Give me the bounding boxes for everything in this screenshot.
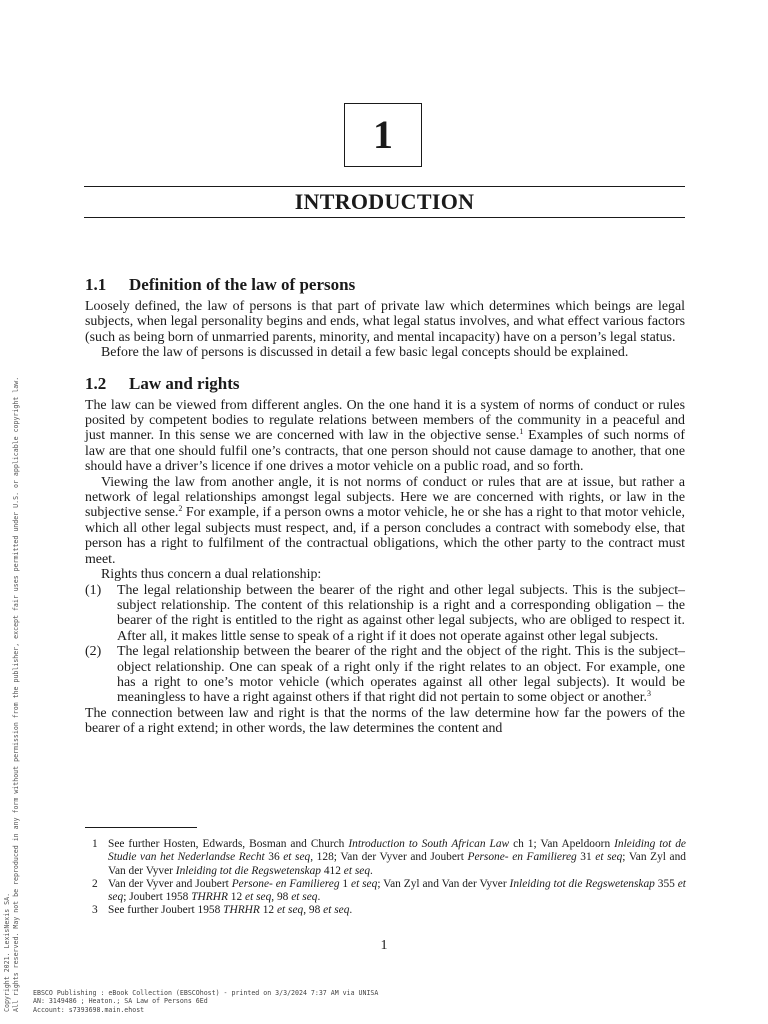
paragraph: The connection between law and right is that the norms of the law determine how far the powers of the bearer of a right extend; in other words, the law determines the content and	[85, 705, 685, 737]
paragraph: Rights thus concern a dual relationship:	[101, 567, 322, 583]
footnote-text: ; Van Zyl and Van der Vyver	[377, 877, 510, 890]
paragraph-text: Viewing the law from another angle, it is not norms of conduct or rules that are at issue, but rather a network of legal relationships amongst legal subjects. Here we are concerned with rights, or law in the subjective sense.	[85, 474, 685, 521]
paragraph: Loosely defined, the law of persons is that part of private law which determines which beings are legal subjects, when legal personality begins and ends, what legal status involves, and what effect various factors (such as being born of unmarried parents, minority, and mental incapacity) have on a person’s legal status.	[85, 299, 685, 345]
side-copyright-notice	[3, 377, 21, 1012]
footnote-citation-title: Introduction to South African Law	[348, 838, 510, 850]
footnote-text: ; Joubert 1958	[123, 891, 192, 904]
footnote-citation-title: et seq	[283, 851, 311, 864]
stamp-line: Account: s7393698.main.ehost	[33, 1005, 145, 1014]
section-title: Law and rights	[129, 373, 240, 393]
footnote-citation-title: Persone- en Familiereg	[231, 877, 340, 890]
section-heading-1-2	[85, 373, 685, 394]
title-rule-top	[84, 186, 685, 187]
footnote-text: 355	[654, 877, 678, 890]
footnote-text: , 98	[271, 891, 292, 904]
footnote-text: .	[317, 891, 321, 904]
numbered-list	[85, 583, 685, 706]
paragraph-text: Examples of such norms of law are that one should fulfil one’s contracts, that one person should not cause damage to another, that one should have a driver’s licence if one drives a motor vehicle on a public road, and so forth.	[85, 428, 685, 475]
section-title: Definition of the law of persons	[129, 275, 356, 294]
footnote-ref: 2	[178, 504, 183, 514]
paragraph: Before the law of persons is discussed in detail a few basic legal concepts should be explained.	[101, 345, 629, 361]
footnotes	[92, 838, 686, 918]
footnote-text: 412	[321, 864, 344, 877]
footnote-citation-title: Persone- en Familiereg	[467, 851, 577, 864]
footnote	[92, 904, 686, 917]
footnote-citation-title: et seq	[343, 864, 371, 877]
paragraph-text: The law can be viewed from different angles. On the one hand it is a system of norms of conduct or rules posited by competent bodies to regulate relations between members of the community in a peaceful and just manner. In this sense we are concerned with law in the objective sense.	[85, 397, 685, 444]
footnote-number: 1	[92, 838, 98, 850]
list-marker: (2)	[85, 644, 102, 660]
footnote-citation-title: et seq	[323, 904, 350, 917]
footnote-text: .	[349, 904, 353, 917]
chapter-title: INTRODUCTION	[294, 189, 475, 214]
footnote-text: Van der Vyver and Joubert	[108, 877, 232, 890]
list-item-text: The legal relationship between the bearer of the right and other legal subjects. This is the subject–subject relationship. The content of this relationship is a right and a corresponding obligation – the bearer of the right is entitled to the right as against other legal subjects, who are obliged to respect it. After all, it makes little sense to speak of a right if it does not operate against other legal subjects.	[117, 582, 685, 644]
footnote-citation-title: Inleiding tot die Regswetenskap	[509, 877, 655, 890]
stamp-line: EBSCO Publishing : eBook Collection (EBSCOhost) - printed on 3/3/2024 7:37 AM via UNISA	[33, 989, 379, 997]
page-number: 1	[380, 938, 388, 953]
footnote-citation-title: et seq	[108, 877, 686, 904]
list-item	[85, 644, 685, 706]
section-number: 1.2	[85, 373, 107, 393]
footnote-text: .	[370, 864, 373, 877]
section-number: 1.1	[85, 275, 107, 294]
footnote-citation-title: et seq	[351, 877, 378, 890]
footnote-text: ; Van Zyl and Van der Vyver	[108, 851, 686, 877]
footnote-text: 1	[339, 877, 352, 890]
paragraph-text: For example, if a person owns a motor vehicle, he or she has a right to that motor vehicle, which all other legal subjects must respect, and, if a person concludes a contract with somebody else, that person has a right to fulfilment of the contractual obligations, which the other party to the contract must meet.	[85, 505, 685, 567]
footnote-citation-title: et seq	[291, 891, 318, 904]
footnote-text: 36	[264, 851, 284, 864]
footnote-text: See further Joubert 1958	[108, 904, 224, 917]
footnote-rule	[85, 827, 197, 828]
paragraph	[85, 475, 685, 567]
footnote-text: ch 1; Van Apeldoorn	[509, 838, 615, 850]
footnote-text: 12	[259, 904, 277, 917]
stamp-line: AN: 3149486 ; Heaton.; SA Law of Persons 6Ed	[33, 997, 208, 1006]
footnote	[92, 838, 686, 878]
section-heading-1-1	[85, 274, 685, 295]
footnote-text: 31	[576, 851, 596, 864]
copyright-line: Copyright 2021. LexisNexis SA.	[3, 892, 11, 1012]
copyright-line: All rights reserved. May not be reproduced in any form without permission from the publisher, except fair uses permitted under U.S. or applicable copyright law.	[12, 376, 20, 1012]
footnote-citation-title: Inleiding tot die Regswetenskap	[175, 864, 321, 877]
body-text	[85, 274, 685, 737]
chapter-number: 1	[373, 112, 393, 157]
footnote-citation-title: et seq	[595, 851, 623, 864]
title-rule-bottom	[84, 217, 685, 218]
print-stamp	[33, 989, 378, 1014]
paragraph	[85, 398, 685, 475]
footnote-text: , 128; Van der Vyver and Joubert	[310, 851, 468, 864]
footnote-text: , 98	[303, 904, 324, 917]
footnote-text: See further Hosten, Edwards, Bosman and Church	[108, 838, 349, 850]
footnote-citation-title: et seq	[245, 891, 272, 904]
footnote-citation-title: Inleiding tot de Studie van het Nederlandse Recht	[108, 838, 686, 864]
footnote-ref: 3	[647, 689, 652, 699]
list-item-text: The legal relationship between the bearer of the right and the object of the right. This is the subject–object relationship. One can speak of a right only if the right relates to an object. For example, one has a right to one’s motor vehicle (which operates against all other legal subjects). It would be meaningless to have a right against others if that right did not pertain to some object or another.	[117, 644, 685, 706]
footnote-number: 2	[92, 877, 98, 890]
list-marker: (1)	[85, 582, 102, 598]
footnote	[92, 878, 686, 905]
footnote-citation-title: THRHR	[223, 904, 260, 917]
footnote-text: 12	[227, 891, 246, 904]
footnote-citation-title: et seq	[276, 904, 304, 917]
footnote-ref: 1	[519, 427, 524, 437]
list-item	[85, 583, 685, 645]
footnote-citation-title: THRHR	[191, 891, 228, 904]
chapter-number-box	[344, 103, 422, 167]
footnote-number: 3	[92, 904, 98, 917]
